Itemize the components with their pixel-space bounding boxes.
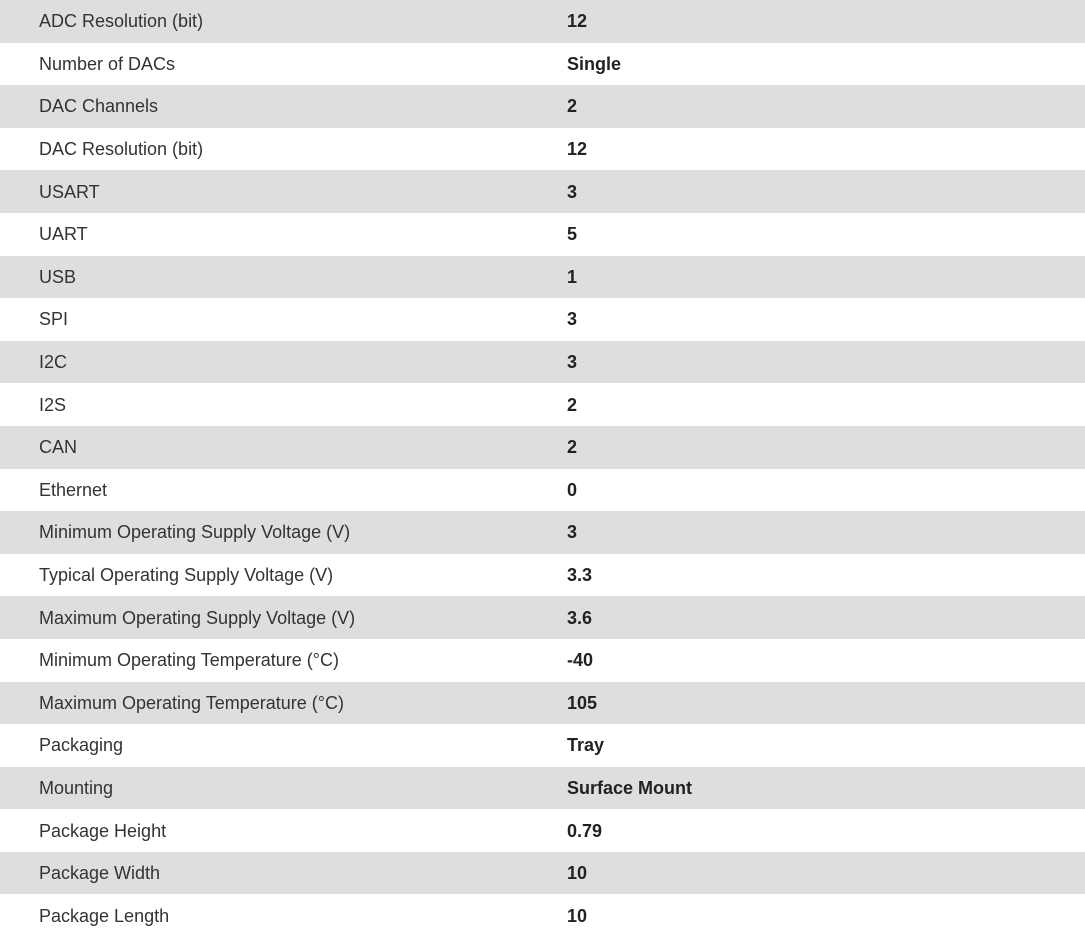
spec-label: Package Height xyxy=(0,809,567,852)
spec-row-package-height xyxy=(0,809,1085,852)
spec-value: 3.6 xyxy=(567,596,1085,639)
spec-value: 10 xyxy=(567,852,1085,895)
spec-label: USART xyxy=(0,170,567,213)
spec-row-usb xyxy=(0,256,1085,299)
spec-value: 12 xyxy=(567,0,1085,43)
spec-value: 1 xyxy=(567,256,1085,299)
spec-value: 3 xyxy=(567,298,1085,341)
spec-value: 3 xyxy=(567,511,1085,554)
spec-row-package-width xyxy=(0,852,1085,895)
spec-label: Package Length xyxy=(0,894,567,937)
spec-row-uart xyxy=(0,213,1085,256)
spec-label: Package Width xyxy=(0,852,567,895)
spec-value: 3 xyxy=(567,170,1085,213)
spec-row-min-temperature xyxy=(0,639,1085,682)
spec-value: -40 xyxy=(567,639,1085,682)
spec-value: 105 xyxy=(567,682,1085,725)
spec-value: 2 xyxy=(567,383,1085,426)
spec-value: 5 xyxy=(567,213,1085,256)
spec-row-packaging xyxy=(0,724,1085,767)
spec-row-i2s xyxy=(0,383,1085,426)
spec-row-mounting xyxy=(0,767,1085,810)
spec-value: 0 xyxy=(567,469,1085,512)
spec-label: Number of DACs xyxy=(0,43,567,86)
spec-label: USB xyxy=(0,256,567,299)
spec-row-dac-channels xyxy=(0,85,1085,128)
spec-value: 10 xyxy=(567,894,1085,937)
spec-value: 12 xyxy=(567,128,1085,171)
spec-value: Surface Mount xyxy=(567,767,1085,810)
spec-row-spi xyxy=(0,298,1085,341)
spec-row-usart xyxy=(0,170,1085,213)
spec-row-typ-supply-voltage xyxy=(0,554,1085,597)
spec-label: Ethernet xyxy=(0,469,567,512)
spec-label: UART xyxy=(0,213,567,256)
spec-row-ethernet xyxy=(0,469,1085,512)
spec-row-max-temperature xyxy=(0,682,1085,725)
spec-label: Minimum Operating Supply Voltage (V) xyxy=(0,511,567,554)
spec-label: I2S xyxy=(0,383,567,426)
spec-row-i2c xyxy=(0,341,1085,384)
spec-label: Typical Operating Supply Voltage (V) xyxy=(0,554,567,597)
spec-label: DAC Resolution (bit) xyxy=(0,128,567,171)
spec-value: Single xyxy=(567,43,1085,86)
spec-row-adc-resolution xyxy=(0,0,1085,43)
spec-value: 2 xyxy=(567,426,1085,469)
spec-value: Tray xyxy=(567,724,1085,767)
spec-row-number-of-dacs xyxy=(0,43,1085,86)
spec-row-package-length xyxy=(0,894,1085,937)
spec-row-max-supply-voltage xyxy=(0,596,1085,639)
spec-label: DAC Channels xyxy=(0,85,567,128)
spec-label: I2C xyxy=(0,341,567,384)
spec-label: Maximum Operating Supply Voltage (V) xyxy=(0,596,567,639)
spec-label: Mounting xyxy=(0,767,567,810)
spec-label: Packaging xyxy=(0,724,567,767)
spec-label: CAN xyxy=(0,426,567,469)
spec-value: 3 xyxy=(567,341,1085,384)
spec-value: 3.3 xyxy=(567,554,1085,597)
spec-label: SPI xyxy=(0,298,567,341)
spec-row-min-supply-voltage xyxy=(0,511,1085,554)
spec-label: Maximum Operating Temperature (°C) xyxy=(0,682,567,725)
spec-row-can xyxy=(0,426,1085,469)
spec-label: ADC Resolution (bit) xyxy=(0,0,567,43)
spec-row-dac-resolution xyxy=(0,128,1085,171)
spec-label: Minimum Operating Temperature (°C) xyxy=(0,639,567,682)
spec-value: 2 xyxy=(567,85,1085,128)
spec-value: 0.79 xyxy=(567,809,1085,852)
